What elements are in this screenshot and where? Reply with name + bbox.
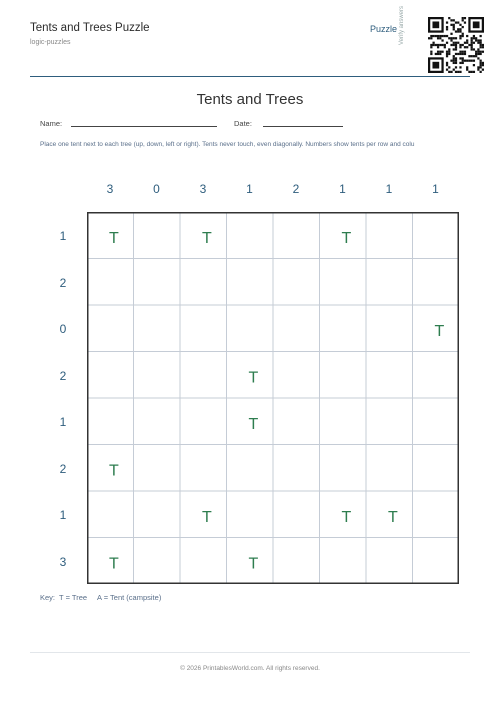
row-clue: 2 [59,461,67,476]
tree-cell: T [341,230,352,247]
row-clue: 1 [59,229,67,243]
tree-cell: T [434,323,445,340]
tree-cell: T [388,509,398,526]
column-clue: 1 [432,182,439,196]
tree-cell: T [109,555,119,573]
column-clue: 2 [292,182,300,196]
column-clue: 3 [106,182,114,196]
qr-code-icon [428,17,484,73]
page-title: Tents and Trees [196,91,304,108]
site-title: Tents and Trees Puzzle [30,22,150,34]
column-clue: 3 [199,182,207,196]
name-label: Name: [40,119,63,128]
row-clue: 3 [59,554,67,569]
column-clue: 1 [339,182,346,196]
row-clue: 2 [59,275,67,290]
tree-cell: T [248,416,259,433]
tree-cell: T [248,369,259,387]
tree-cell: T [248,555,259,573]
column-clue: 0 [153,182,160,196]
tree-cell: T [109,462,119,480]
column-clue: 1 [246,182,253,196]
puzzle-grid [87,212,459,584]
date-field-line [263,126,343,127]
footer-copyright: © 2026 PrintablesWorld.com. All rights reserved. [180,665,320,672]
footer-divider [30,652,470,653]
category-tag: Puzzle [370,24,398,34]
column-clue: 1 [385,182,393,196]
site-subtitle: logic-puzzles [30,39,71,46]
row-clue: 1 [59,415,67,429]
verify-label: Verify answers [399,5,405,45]
date-label: Date: [234,119,252,128]
row-clue: 1 [59,508,67,522]
row-clue: 2 [59,368,67,383]
header-divider [30,76,470,77]
name-field-line [71,126,217,127]
tree-cell: T [202,230,212,247]
tree-cell: T [202,509,212,526]
instructions-text: Place one tent next to each tree (up, down, left or right). Tents never touch, even diagonally. Numbers show tents per row and colu [40,141,415,148]
legend-key: Key: T = Tree A = Tent (campsite) [40,593,162,602]
tree-cell: T [341,509,352,526]
tree-cell: T [109,230,119,247]
row-clue: 0 [59,322,67,336]
